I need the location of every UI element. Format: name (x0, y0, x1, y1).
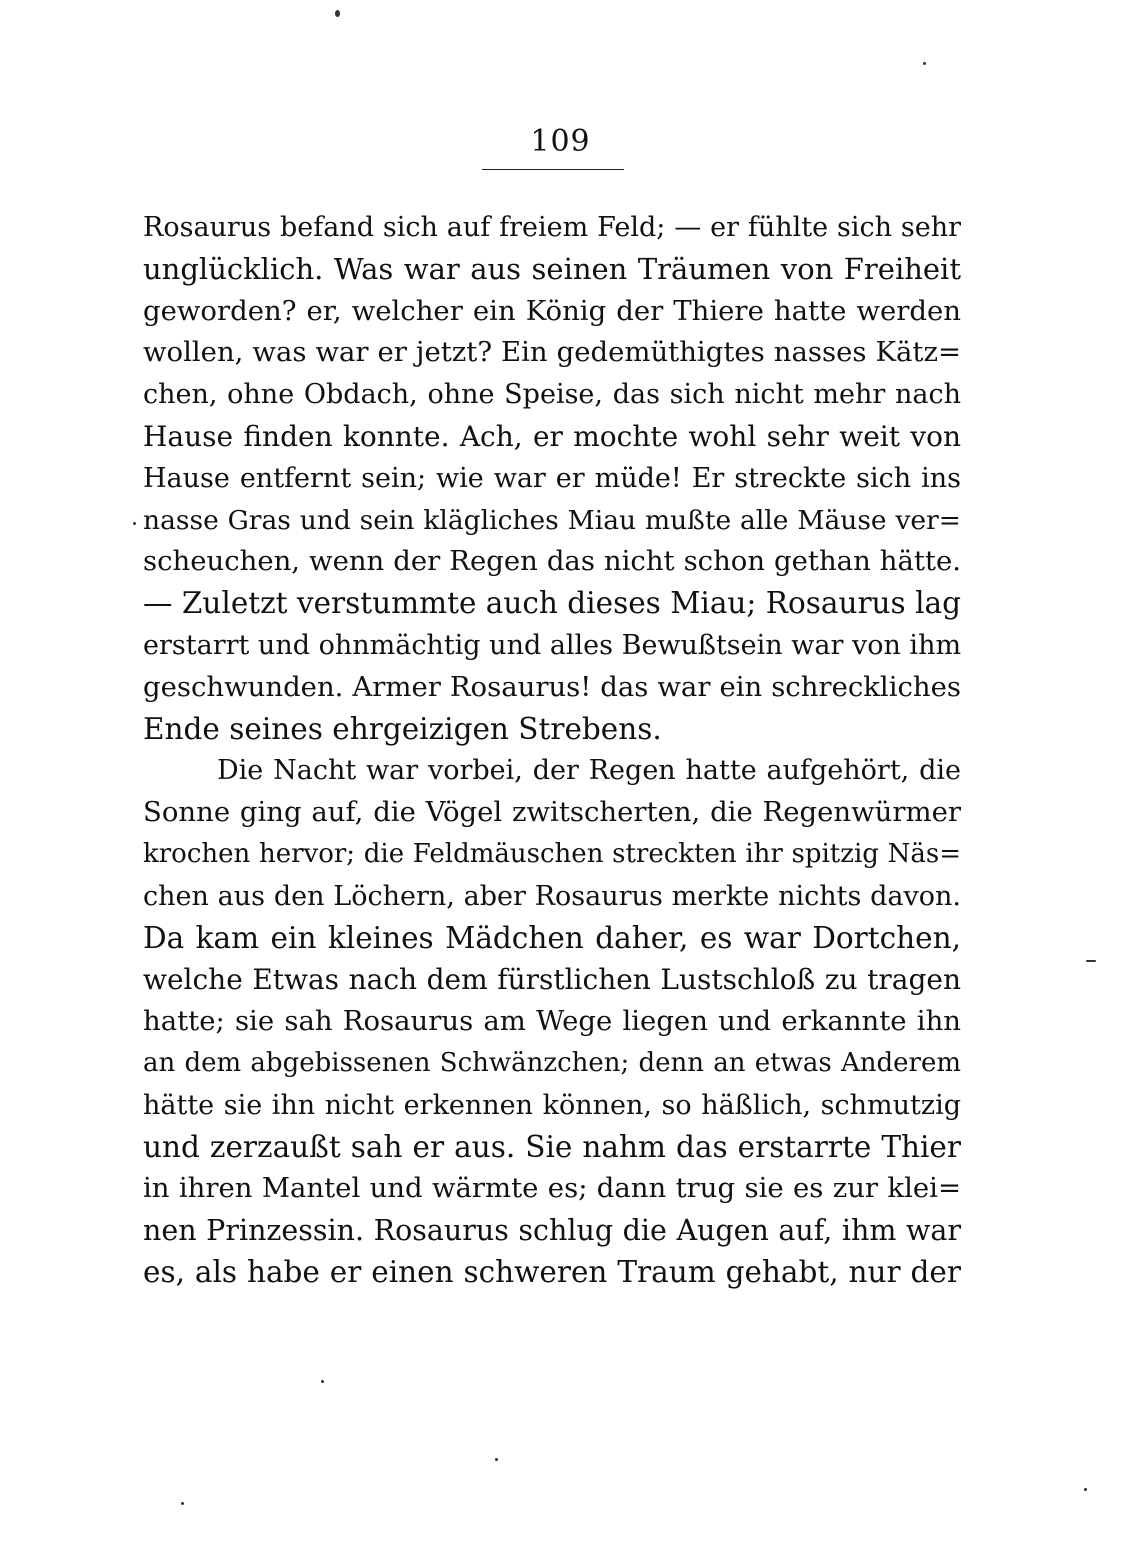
scan-speck (181, 1502, 184, 1505)
text-line: in ihren Mantel und wärmte es; dann trug sie es zur klei= (143, 1172, 961, 1205)
scan-speck (923, 62, 926, 65)
text-line: nen Prinzessin. Rosaurus schlug die Augen auf, ihm war (143, 1214, 961, 1248)
text-line: Hause entfernt sein; wie war er müde! Er streckte sich ins (143, 462, 961, 494)
page-number: 109 (530, 124, 591, 159)
text-line: Rosaurus befand sich auf freiem Feld; — er fühlte sich sehr (143, 212, 961, 243)
scan-speck (495, 1458, 498, 1461)
text-line: geworden? er, welcher ein König der Thiere hatte werden (143, 294, 961, 327)
text-line: hatte; sie sah Rosaurus am Wege liegen und erkannte ihn (143, 1005, 961, 1038)
scan-speck (1084, 1488, 1087, 1491)
text-line: es, als habe er einen schweren Traum gehabt, nur der (143, 1254, 961, 1289)
text-line: krochen hervor; die Feldmäuschen streckten ihr spitzig Näs= (143, 838, 961, 869)
scan-speck (133, 522, 136, 525)
text-line: erstarrt und ohnmächtig und alles Bewußtsein war von ihm (143, 629, 962, 661)
text-line: geschwunden. Armer Rosaurus! das war ein schreckliches (143, 670, 961, 703)
text-line: chen, ohne Obdach, ohne Speise, das sich nicht mehr nach (143, 379, 961, 411)
text-line: Da kam ein kleines Mädchen daher, es war Dortchen, (143, 920, 961, 955)
text-line: — Zuletzt verstummte auch dieses Miau; Rosaurus lag (143, 586, 961, 621)
text-line: wollen, was war er jetzt? Ein gedemüthigtes nasses Kätz= (143, 336, 961, 369)
text-line: chen aus den Löchern, aber Rosaurus merkte nichts davon. (143, 880, 961, 912)
text-line: Die Nacht war vorbei, der Regen hatte aufgehört, die (217, 755, 961, 787)
body-text (143, 207, 961, 1294)
text-line: Ende seines ehrgeizigen Strebens. (143, 711, 662, 746)
text-line: Hause finden konnte. Ach, er mochte wohl sehr weit von (143, 419, 961, 453)
text-line: und zerzaußt sah er aus. Sie nahm das erstarrte Thier (143, 1129, 961, 1164)
header-rule (482, 169, 624, 170)
text-line: nasse Gras und sein klägliches Miau mußte alle Mäuse ver= (143, 504, 961, 536)
scan-speck (1086, 960, 1096, 962)
text-line: hätte sie ihn nicht erkennen können, so häßlich, schmutzig (143, 1089, 961, 1121)
scan-speck (321, 1380, 324, 1383)
text-line: welche Etwas nach dem fürstlichen Lustschloß zu tragen (143, 963, 961, 997)
text-line: scheuchen, wenn der Regen das nicht schon gethan hätte. (143, 545, 961, 578)
text-line: Sonne ging auf, die Vögel zwitscherten, die Regenwürmer (143, 796, 961, 829)
text-line: unglücklich. Was war aus seinen Träumen von Freiheit (143, 251, 961, 286)
scan-speck (335, 10, 340, 17)
text-line: an dem abgebissenen Schwänzchen; denn an etwas Anderem (143, 1047, 961, 1078)
